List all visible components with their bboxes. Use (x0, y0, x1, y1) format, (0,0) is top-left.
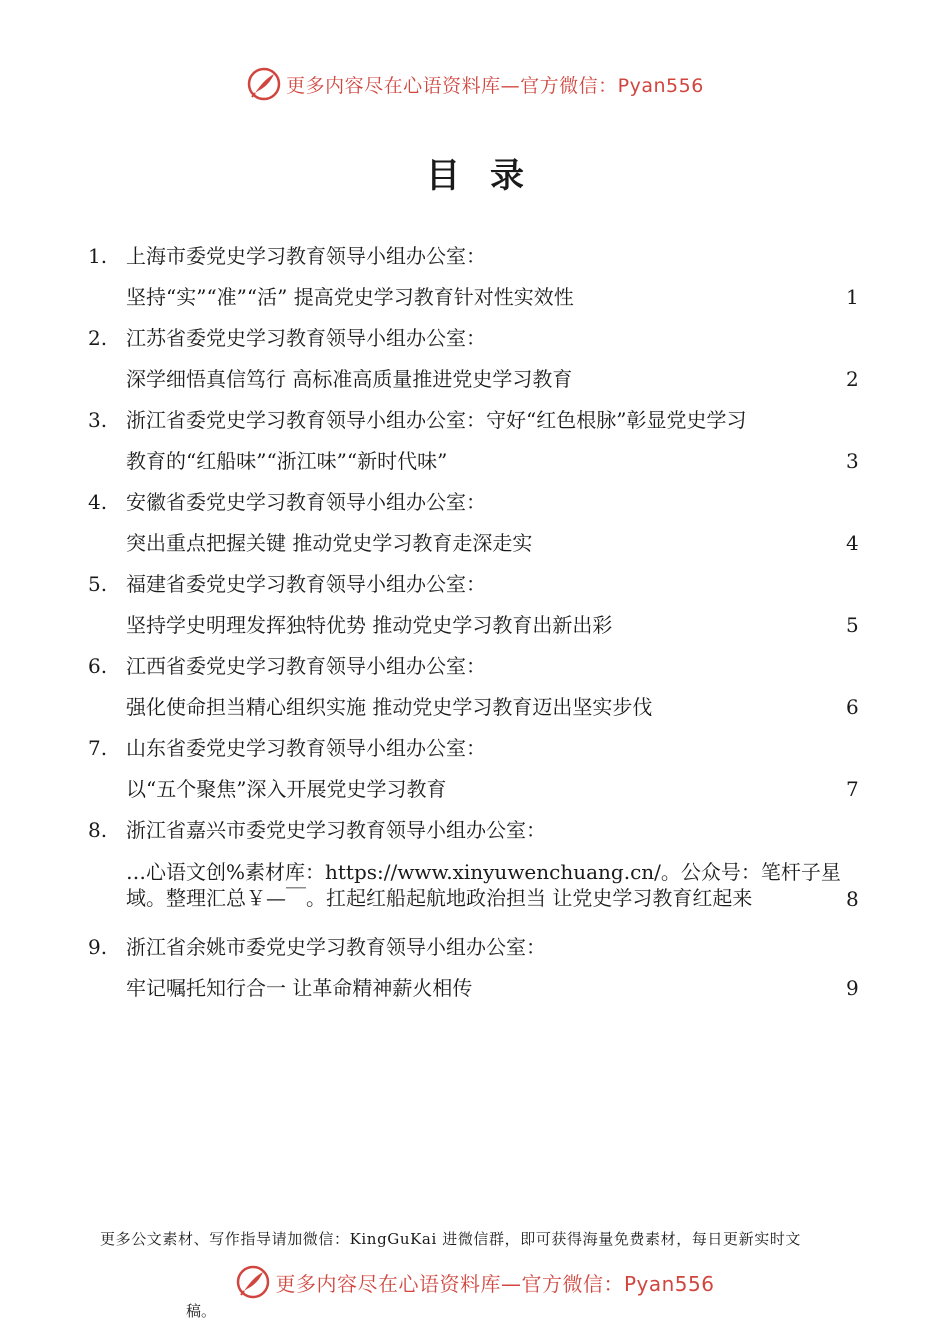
toc-page-number: 8 (846, 887, 859, 911)
toc-entry-9[interactable] (0, 927, 950, 1009)
toc-number: 1. (88, 244, 108, 268)
toc-number: 7. (88, 736, 108, 760)
toc-page-number: 5 (846, 613, 859, 637)
toc-number: 2. (88, 326, 108, 350)
toc-page-number: 2 (846, 367, 859, 391)
toc-org: 山东省委党史学习教育领导小组办公室： (126, 736, 486, 760)
header-banner (0, 64, 950, 104)
toc-page-number: 9 (846, 976, 859, 1000)
toc-entry-7[interactable] (0, 728, 950, 810)
toc-org: 安徽省委党史学习教育领导小组办公室： (126, 490, 486, 514)
toc-org: 浙江省余姚市委党史学习教育领导小组办公室： (126, 935, 546, 959)
toc-page-number: 1 (846, 285, 859, 309)
quill-logo-icon (246, 66, 282, 102)
footer-note: 更多公文素材、写作指导请加微信：KingGuKai 进微信群，即可获得海量免费素材，每日更新实时文 (100, 1230, 802, 1248)
toc-org: 江西省委党史学习教育领导小组办公室： (126, 654, 486, 678)
toc-number: 5. (88, 572, 108, 596)
toc-subtitle: 坚持“实”“准”“活” 提高党史学习教育针对性实效性 (126, 285, 574, 309)
toc-entry-6[interactable] (0, 646, 950, 728)
toc-subtitle: 以“五个聚焦”深入开展党史学习教育 (126, 777, 447, 801)
toc-subtitle: 牢记嘱托知行合一 让革命精神薪火相传 (126, 976, 473, 1000)
toc-entry-8[interactable] (0, 810, 950, 927)
toc-page-number: 4 (846, 531, 859, 555)
toc-entry-3[interactable] (0, 400, 950, 482)
quill-logo-icon (235, 1264, 271, 1300)
toc-entry-5[interactable] (0, 564, 950, 646)
toc-number: 9. (88, 935, 108, 959)
toc-subtitle: 教育的“红船味”“浙江味”“新时代味” (126, 449, 448, 473)
footer-banner (0, 1262, 950, 1302)
toc-page-number: 6 (846, 695, 859, 719)
toc-number: 6. (88, 654, 108, 678)
toc-org: 浙江省嘉兴市委党史学习教育领导小组办公室： (126, 818, 546, 842)
toc-number: 4. (88, 490, 108, 514)
toc-entry-4[interactable] (0, 482, 950, 564)
toc-subtitle: 坚持学史明理发挥独特优势 推动党史学习教育出新出彩 (126, 613, 613, 637)
toc-page-number: 7 (846, 777, 859, 801)
toc-org: 江苏省委党史学习教育领导小组办公室： (126, 326, 486, 350)
toc-subtitle: 强化使命担当精心组织实施 推动党史学习教育迈出坚实步伐 (126, 695, 653, 719)
toc-subtitle: 深学细悟真信笃行 高标准高质量推进党史学习教育 (126, 367, 573, 391)
toc-number: 8. (88, 818, 108, 842)
toc-entry-2[interactable] (0, 318, 950, 400)
footer-banner-text: 更多内容尽在心语资料库—官方微信：Pyan556 (275, 1271, 715, 1296)
toc-entry-1[interactable] (0, 236, 950, 318)
toc-number: 3. (88, 408, 108, 432)
toc-org: 浙江省委党史学习教育领导小组办公室：守好“红色根脉”彰显党史学习 (126, 408, 747, 432)
toc-page-number: 3 (846, 449, 859, 473)
table-of-contents (0, 236, 950, 1009)
footer-note-tail: 稿。 (186, 1302, 217, 1320)
toc-org: 上海市委党史学习教育领导小组办公室： (126, 244, 486, 268)
toc-subtitle: …心语文创%素材库：https://www.xinyuwenchuang.cn/。公众号：笔杆子星域。整理汇总￥—￣。扛起红船起航地政治担当 让党史学习教育红起来 (126, 860, 841, 910)
header-banner-text: 更多内容尽在心语资料库—官方微信：Pyan556 (286, 74, 704, 97)
toc-subtitle: 突出重点把握关键 推动党史学习教育走深走实 (126, 531, 533, 555)
toc-org: 福建省委党史学习教育领导小组办公室： (126, 572, 486, 596)
page-title: 目录 (426, 156, 554, 196)
